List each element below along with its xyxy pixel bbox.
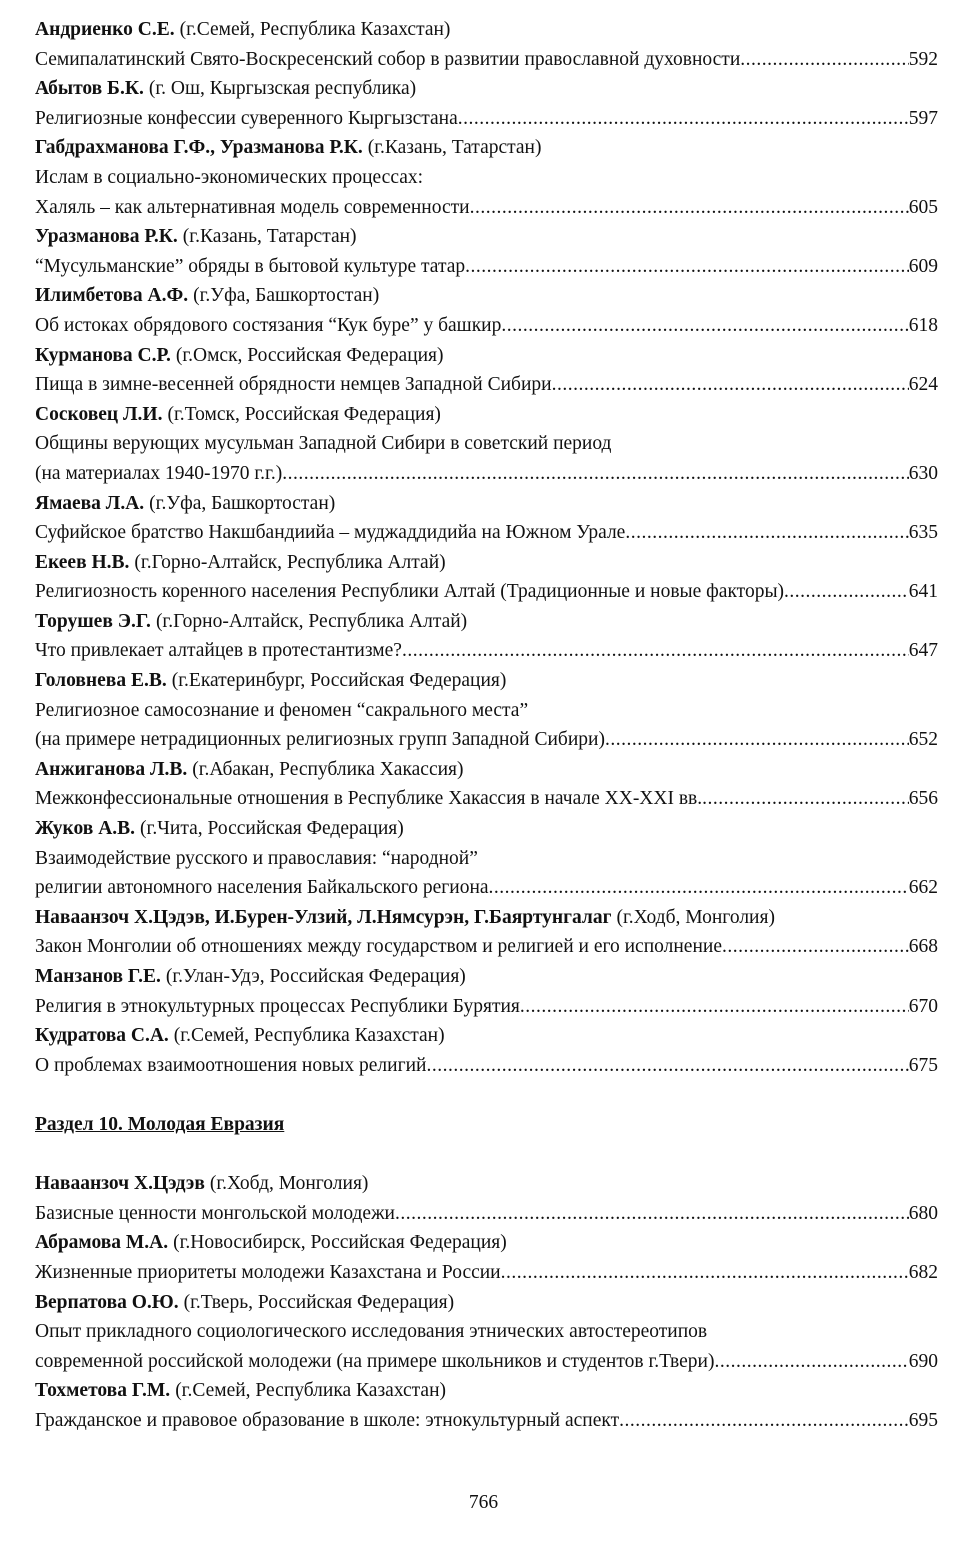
page-number: 766 bbox=[468, 1492, 499, 1513]
author-location: (г.Абакан, Республика Хакассия) bbox=[192, 758, 464, 780]
entry-author-line bbox=[35, 1376, 938, 1406]
dot-leader bbox=[465, 252, 909, 282]
dot-leader bbox=[470, 193, 909, 223]
entry-page-number: 624 bbox=[908, 374, 938, 396]
entry-title-line bbox=[35, 1258, 938, 1288]
entry-author-line bbox=[35, 222, 938, 252]
entry-title-line bbox=[35, 696, 938, 726]
author-location: (г.Горно-Алтайск, Республика Алтай) bbox=[134, 551, 446, 573]
entry-page-number: 597 bbox=[908, 107, 938, 129]
entry-title: Что привлекает алтайцев в протестантизме? bbox=[35, 640, 402, 662]
entry-title: современной российской молодежи (на примере школьников и студентов г.Твери) bbox=[35, 1350, 715, 1372]
author-name: Манзанов Г.Е. bbox=[35, 966, 161, 987]
author-location: (г.Екатеринбург, Российская Федерация) bbox=[171, 670, 507, 692]
dot-leader bbox=[501, 1258, 909, 1288]
entry-title: (на материалах 1940-1970 г.г.) bbox=[35, 462, 283, 484]
entry-page-number: 618 bbox=[908, 314, 938, 336]
entry-page-number: 592 bbox=[908, 48, 938, 70]
entry-title-line bbox=[35, 932, 938, 962]
entry-page-number: 695 bbox=[908, 1409, 938, 1431]
entry-page-number: 662 bbox=[908, 877, 938, 899]
author-location: (г.Семей, Республика Казахстан) bbox=[175, 1380, 447, 1402]
dot-leader bbox=[402, 636, 909, 666]
author-location: (г.Семей, Республика Казахстан) bbox=[173, 1025, 445, 1047]
entry-author-line bbox=[35, 281, 938, 311]
entry-title-line bbox=[35, 1406, 938, 1436]
dot-leader bbox=[395, 1199, 909, 1229]
entry-title-line bbox=[35, 193, 938, 223]
entry-page-number: 680 bbox=[908, 1202, 938, 1224]
section-heading: Раздел 10. Молодая Евразия bbox=[35, 1113, 285, 1135]
entry-title: Религия в этнокультурных процессах Республики Бурятия bbox=[35, 995, 520, 1017]
dot-leader bbox=[520, 992, 909, 1022]
author-location: (г.Новосибирск, Российская Федерация) bbox=[173, 1232, 507, 1254]
entry-title-line bbox=[35, 577, 938, 607]
dot-leader bbox=[501, 311, 908, 341]
entry-author-line bbox=[35, 489, 938, 519]
entry-title: Жизненные приоритеты молодежи Казахстана и России bbox=[35, 1261, 501, 1283]
entry-title: Закон Монголии об отношениях между государством и религией и его исполнение bbox=[35, 936, 722, 958]
entry-author-line bbox=[35, 962, 938, 992]
entry-author-line bbox=[35, 1169, 938, 1199]
spacer bbox=[35, 1080, 938, 1110]
entry-title-line bbox=[35, 1347, 938, 1377]
entry-title-line bbox=[35, 518, 938, 548]
author-location: (г.Уфа, Башкортостан) bbox=[193, 285, 380, 307]
entry-title-line bbox=[35, 1317, 938, 1347]
entry-title: Халяль – как альтернативная модель современности bbox=[35, 196, 470, 218]
entry-author-line bbox=[35, 400, 938, 430]
author-name: Уразманова Р.К. bbox=[35, 226, 178, 248]
dot-leader bbox=[702, 784, 909, 814]
author-name: Ямаева Л.А. bbox=[35, 492, 145, 514]
entry-title-line bbox=[35, 252, 938, 282]
entry-title: О проблемах взаимоотношения новых религий bbox=[35, 1054, 427, 1076]
entry-title: Религиозность коренного населения Республики Алтай (Традиционные и новые факторы) bbox=[35, 581, 785, 603]
entry-title: Общины верующих мусульман Западной Сибири в советский период bbox=[35, 433, 612, 455]
author-location: (г.Казань, Татарстан) bbox=[367, 137, 542, 159]
author-name: Кудратова С.А. bbox=[35, 1025, 169, 1047]
entry-page-number: 682 bbox=[908, 1261, 938, 1283]
entry-title: (на примере нетрадиционных религиозных групп Западной Сибири) bbox=[35, 729, 605, 751]
entry-page-number: 647 bbox=[908, 640, 938, 662]
dot-leader bbox=[619, 1406, 909, 1436]
dot-leader bbox=[605, 725, 909, 755]
entry-author-line bbox=[35, 341, 938, 371]
author-name: Илимбетова А.Ф. bbox=[35, 285, 189, 307]
author-location: (г. Ош, Кыргызская республика) bbox=[148, 78, 417, 100]
entry-author-line bbox=[35, 133, 938, 163]
entry-title: Об истоках обрядового состязания “Кук буре” у башкир bbox=[35, 314, 502, 336]
author-location: (г.Хобд, Монголия) bbox=[209, 1173, 369, 1195]
entry-author-line bbox=[35, 548, 938, 578]
author-name: Торушев Э.Г. bbox=[35, 610, 151, 632]
entry-title: религии автономного населения Байкальского региона bbox=[35, 877, 489, 899]
author-name: Абрамова М.А. bbox=[35, 1232, 169, 1254]
entry-title-line bbox=[35, 370, 938, 400]
entry-author-line bbox=[35, 15, 938, 45]
entry-author-line bbox=[35, 903, 938, 933]
entry-author-line bbox=[35, 74, 938, 104]
dot-leader bbox=[552, 370, 909, 400]
author-location: (г.Ходб, Монголия) bbox=[616, 906, 775, 928]
author-location: (г.Горно-Алтайск, Республика Алтай) bbox=[155, 610, 468, 632]
dot-leader bbox=[714, 1347, 908, 1377]
entry-title-line bbox=[35, 45, 938, 75]
entry-title: Гражданское и правовое образование в школе: этнокультурный аспект bbox=[35, 1409, 620, 1431]
entry-title: Базисные ценности монгольской молодежи bbox=[35, 1202, 395, 1224]
entry-title-line bbox=[35, 992, 938, 1022]
author-name: Абытов Б.К. bbox=[35, 78, 144, 100]
entry-title-line bbox=[35, 163, 938, 193]
entry-author-line bbox=[35, 814, 938, 844]
entry-title-line bbox=[35, 844, 938, 874]
dot-leader bbox=[458, 104, 909, 134]
entry-author-line bbox=[35, 666, 938, 696]
dot-leader bbox=[426, 1051, 908, 1081]
author-name: Наваанзоч Х.Цэдэв bbox=[35, 1173, 205, 1195]
author-name: Екеев Н.В. bbox=[35, 551, 130, 573]
dot-leader bbox=[784, 577, 909, 607]
entry-page-number: 635 bbox=[908, 522, 938, 544]
entry-title-line bbox=[35, 1199, 938, 1229]
entry-title: Религиозные конфессии суверенного Кыргызстана bbox=[35, 107, 458, 129]
entry-author-line bbox=[35, 755, 938, 785]
entry-title-line bbox=[35, 636, 938, 666]
author-name: Курманова С.Р. bbox=[35, 344, 171, 366]
section-heading-line bbox=[35, 1110, 938, 1140]
entry-page-number: 675 bbox=[908, 1054, 938, 1076]
author-name: Верпатова О.Ю. bbox=[35, 1291, 179, 1313]
entry-title-line bbox=[35, 1051, 938, 1081]
table-of-contents bbox=[35, 15, 938, 1436]
entry-page-number: 668 bbox=[908, 936, 938, 958]
entry-title: Суфийское братство Накшбандиийа – муджаддидийа на Южном Урале bbox=[35, 522, 626, 544]
dot-leader bbox=[625, 518, 908, 548]
entry-title-line bbox=[35, 429, 938, 459]
entry-page-number: 656 bbox=[908, 788, 938, 810]
entry-title-line bbox=[35, 725, 938, 755]
author-location: (г.Уфа, Башкортостан) bbox=[149, 492, 336, 514]
entry-page-number: 670 bbox=[908, 995, 938, 1017]
author-location: (г.Семей, Республика Казахстан) bbox=[179, 19, 451, 40]
entry-page-number: 652 bbox=[908, 729, 938, 751]
entry-title-line bbox=[35, 784, 938, 814]
entry-title-line bbox=[35, 104, 938, 134]
entry-title: Взаимодействие русского и православия: “народной” bbox=[35, 847, 478, 869]
entry-author-line bbox=[35, 1228, 938, 1258]
author-name: Головнева Е.В. bbox=[35, 670, 167, 692]
author-name: Андриенко С.Е. bbox=[35, 19, 175, 40]
dot-leader bbox=[282, 459, 909, 489]
author-name: Сосковец Л.И. bbox=[35, 403, 163, 425]
author-name: Тохметова Г.М. bbox=[35, 1380, 171, 1402]
author-name: Наваанзоч Х.Цэдэв, И.Бурен-Улзий, Л.Нямсурэн, Г.Баяртунгалаг bbox=[35, 906, 612, 928]
entry-author-line bbox=[35, 1288, 938, 1318]
entry-title-line bbox=[35, 873, 938, 903]
entry-title: Опыт прикладного социологического исследования этнических автостереотипов bbox=[35, 1321, 708, 1343]
entry-page-number: 609 bbox=[908, 255, 938, 277]
author-location: (г.Томск, Российская Федерация) bbox=[167, 403, 441, 425]
author-location: (г.Тверь, Российская Федерация) bbox=[183, 1291, 455, 1313]
entry-title: Пища в зимне-весенней обрядности немцев Западной Сибири bbox=[35, 374, 552, 396]
entry-title: “Мусульманские” обряды в бытовой культуре татар bbox=[35, 255, 466, 277]
entry-author-line bbox=[35, 1021, 938, 1051]
dot-leader bbox=[740, 45, 908, 75]
entry-author-line bbox=[35, 607, 938, 637]
entry-title: Религиозное самосознание и феномен “сакрального места” bbox=[35, 699, 529, 721]
author-location: (г.Улан-Удэ, Российская Федерация) bbox=[165, 966, 466, 987]
entry-page-number: 630 bbox=[908, 462, 938, 484]
author-name: Анжиганова Л.В. bbox=[35, 758, 188, 780]
dot-leader bbox=[722, 932, 909, 962]
entry-title: Межконфессиональные отношения в Республике Хакассия в начале XX-XXI вв. bbox=[35, 788, 703, 810]
author-location: (г.Омск, Российская Федерация) bbox=[175, 344, 444, 366]
author-name: Жуков А.В. bbox=[35, 818, 136, 840]
author-location: (г.Чита, Российская Федерация) bbox=[140, 818, 404, 840]
entry-title-line bbox=[35, 311, 938, 341]
entry-page-number: 641 bbox=[908, 581, 938, 603]
entry-page-number: 690 bbox=[908, 1350, 938, 1372]
entry-title-line bbox=[35, 459, 938, 489]
entry-page-number: 605 bbox=[908, 196, 938, 218]
entry-title: Ислам в социально-экономических процессах: bbox=[35, 166, 424, 188]
author-location: (г.Казань, Татарстан) bbox=[182, 226, 357, 248]
entry-title: Семипалатинский Свято-Воскресенский собор в развитии православной духовности bbox=[35, 48, 741, 70]
spacer bbox=[35, 1140, 938, 1170]
author-name: Габдрахманова Г.Ф., Уразманова Р.К. bbox=[35, 137, 363, 159]
dot-leader bbox=[489, 873, 909, 903]
